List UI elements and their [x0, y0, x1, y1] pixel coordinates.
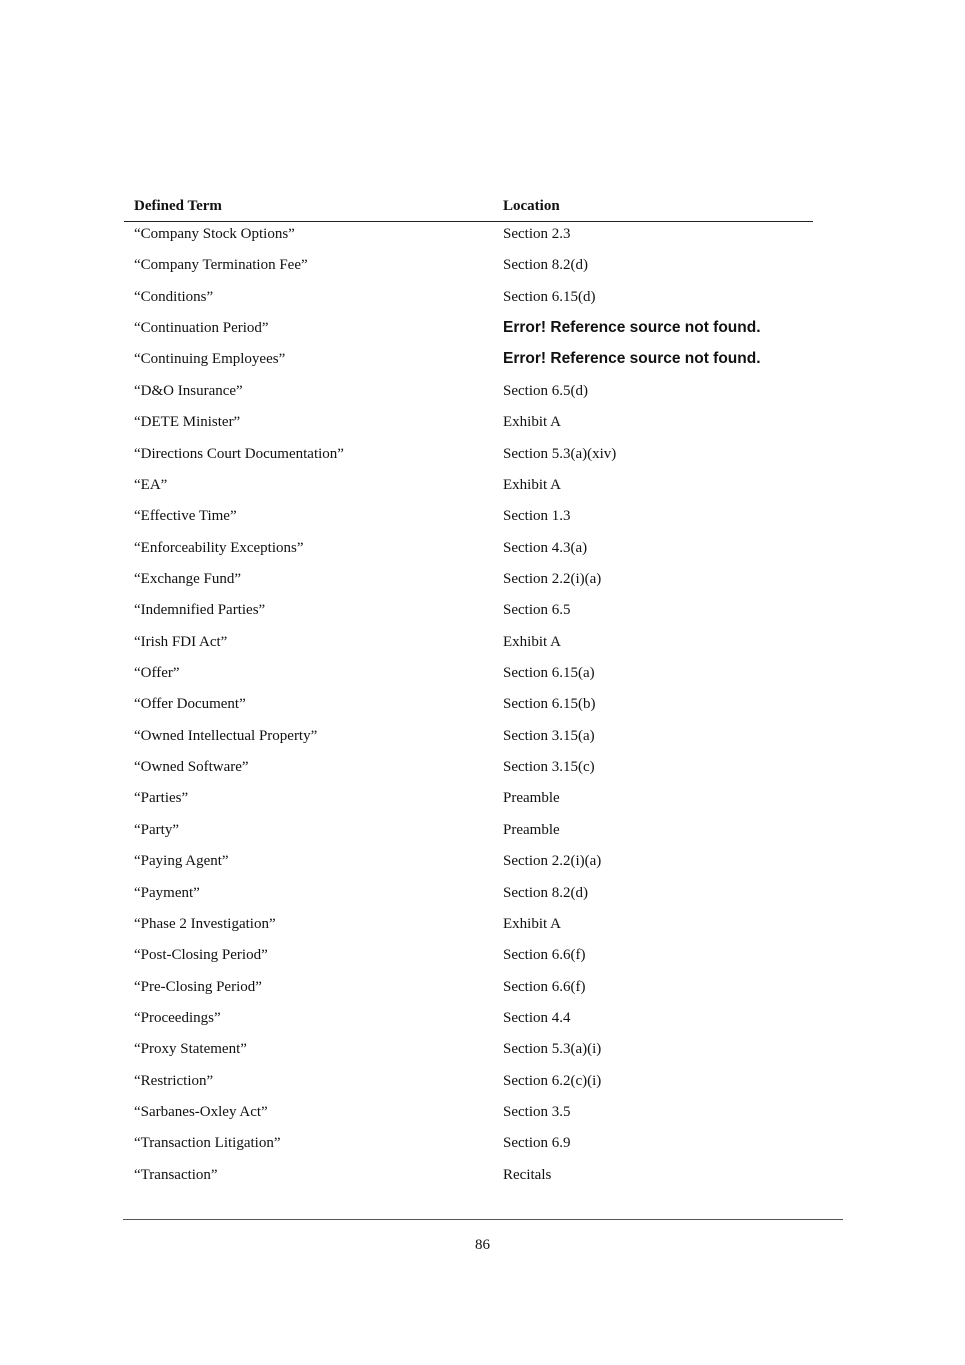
defined-term: “Exchange Fund” [134, 570, 242, 587]
location-reference: Section 3.5 [503, 1104, 571, 1121]
defined-term: “Transaction Litigation” [134, 1135, 281, 1152]
location-reference: Section 5.3(a)(i) [503, 1041, 602, 1058]
defined-term: “Pre-Closing Period” [134, 978, 262, 995]
table-row [124, 1036, 813, 1067]
location-reference: Section 2.2(i)(a) [503, 853, 602, 870]
location-reference: Section 3.15(a) [503, 727, 595, 744]
table-row [124, 785, 813, 816]
defined-term: “DETE Minister” [134, 414, 241, 431]
defined-term: “Owned Software” [134, 759, 249, 776]
page-number: 86 [475, 1237, 490, 1253]
defined-term: “Offer Document” [134, 696, 246, 713]
table-row [124, 378, 813, 409]
table-row [124, 1130, 813, 1161]
location-reference: Section 4.3(a) [503, 539, 588, 556]
location-reference: Section 5.3(a)(xiv) [503, 445, 617, 462]
location-reference: Exhibit A [503, 633, 561, 650]
table-row [124, 221, 813, 252]
defined-term-column-header: Defined Term [134, 198, 222, 214]
table-row [124, 409, 813, 440]
location-reference: Preamble [503, 790, 560, 807]
table-row [124, 691, 813, 722]
defined-term: “Directions Court Documentation” [134, 445, 344, 462]
defined-term: “Paying Agent” [134, 853, 229, 870]
table-row [124, 629, 813, 660]
table-row [124, 566, 813, 597]
defined-term: “EA” [134, 476, 168, 493]
defined-term: “Post-Closing Period” [134, 947, 268, 964]
defined-term: “Conditions” [134, 288, 214, 305]
defined-term: “Proceedings” [134, 1009, 221, 1026]
defined-term: “D&O Insurance” [134, 382, 243, 399]
location-reference: Section 6.5(d) [503, 382, 588, 399]
table-row [124, 472, 813, 503]
defined-term: “Effective Time” [134, 508, 237, 525]
defined-term: “Transaction” [134, 1166, 218, 1183]
location-reference: Section 6.2(c)(i) [503, 1072, 602, 1089]
location-reference: Section 2.2(i)(a) [503, 570, 602, 587]
table-row [124, 503, 813, 534]
table-row [124, 535, 813, 566]
location-reference: Section 6.6(f) [503, 947, 586, 964]
defined-term: “Company Termination Fee” [134, 257, 308, 274]
table-row [124, 1162, 813, 1193]
location-reference-error: Error! Reference source not found. [503, 319, 761, 337]
table-row [124, 315, 813, 346]
defined-term: “Enforceability Exceptions” [134, 539, 304, 556]
defined-term: “Payment” [134, 884, 200, 901]
table-row [124, 974, 813, 1005]
defined-term: “Sarbanes-Oxley Act” [134, 1104, 268, 1121]
table-row [124, 660, 813, 691]
location-reference: Preamble [503, 821, 560, 838]
defined-term: “Party” [134, 821, 179, 838]
location-reference: Section 6.15(d) [503, 288, 596, 305]
table-row [124, 252, 813, 283]
table-row [124, 284, 813, 315]
location-reference: Exhibit A [503, 915, 561, 932]
table-row [124, 1068, 813, 1099]
defined-term: “Offer” [134, 665, 180, 682]
location-reference: Section 6.5 [503, 602, 571, 619]
location-reference: Section 8.2(d) [503, 884, 588, 901]
location-reference: Exhibit A [503, 476, 561, 493]
defined-term: “Phase 2 Investigation” [134, 915, 276, 932]
table-row [124, 880, 813, 911]
location-reference: Section 8.2(d) [503, 257, 588, 274]
table-row [124, 1099, 813, 1130]
location-reference: Recitals [503, 1166, 552, 1183]
defined-term: “Restriction” [134, 1072, 214, 1089]
table-row [124, 817, 813, 848]
defined-term: “Proxy Statement” [134, 1041, 247, 1058]
defined-term: “Parties” [134, 790, 189, 807]
footer-divider [123, 1219, 843, 1220]
table-row [124, 441, 813, 472]
defined-term: “Owned Intellectual Property” [134, 727, 318, 744]
location-reference: Section 3.15(c) [503, 759, 595, 776]
location-reference: Section 6.15(b) [503, 696, 596, 713]
location-reference: Section 6.15(a) [503, 665, 595, 682]
defined-term: “Company Stock Options” [134, 226, 295, 242]
defined-term: “Irish FDI Act” [134, 633, 228, 650]
defined-term: “Continuing Employees” [134, 351, 286, 368]
defined-terms-table [124, 221, 813, 1193]
location-reference: Section 6.9 [503, 1135, 571, 1152]
table-row [124, 942, 813, 973]
table-row [124, 1005, 813, 1036]
table-row [124, 597, 813, 628]
location-reference: Exhibit A [503, 414, 561, 431]
table-row [124, 754, 813, 785]
location-reference: Section 6.6(f) [503, 978, 586, 995]
location-reference-error: Error! Reference source not found. [503, 350, 761, 368]
table-row [124, 346, 813, 377]
defined-term: “Indemnified Parties” [134, 602, 266, 619]
table-header [124, 196, 813, 222]
location-reference: Section 1.3 [503, 508, 571, 525]
table-row [124, 723, 813, 754]
table-row [124, 911, 813, 942]
location-reference: Section 2.3 [503, 226, 571, 242]
table-row [124, 848, 813, 879]
location-column-header: Location [503, 198, 560, 214]
defined-term: “Continuation Period” [134, 320, 269, 337]
location-reference: Section 4.4 [503, 1009, 571, 1026]
